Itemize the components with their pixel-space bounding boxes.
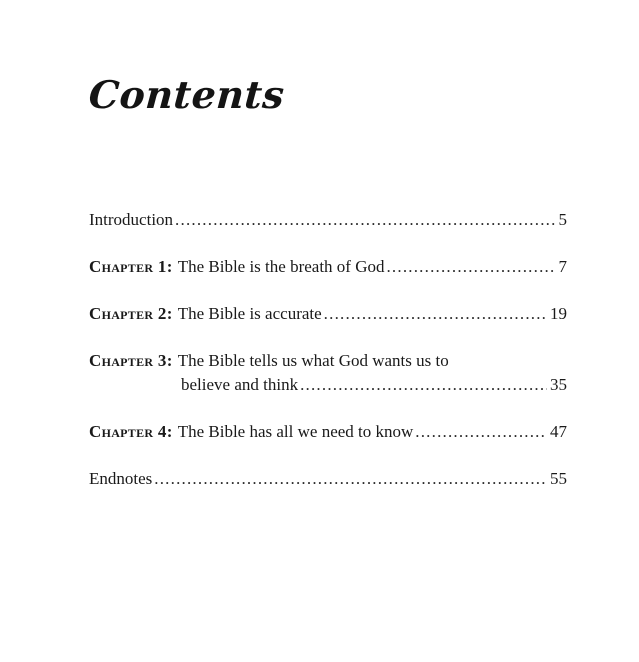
chapter-label: Chapter 3: [89,351,173,370]
entry-title: The Bible has all we need to know [177,422,414,441]
entry-title-continued: believe and think [181,375,299,394]
dot-leader [300,373,547,397]
dot-leader [154,467,547,491]
page-number: 5 [558,210,567,229]
page-number: 7 [558,257,567,276]
entry-title: The Bible tells us what God wants us to [177,351,449,370]
entry-title: Endnotes [89,469,153,488]
toc-entry-chapter-2[interactable] [89,302,567,326]
toc-line [89,255,567,279]
toc-entry-chapter-1[interactable] [89,255,567,279]
toc-entry-endnotes[interactable] [89,467,567,491]
toc-line [89,467,567,491]
entry-title: The Bible is the breath of God [177,257,385,276]
toc-entry-chapter-4[interactable] [89,420,567,444]
page-title: Contents [87,72,287,117]
page-number: 19 [550,304,567,323]
toc-line-continued [89,373,567,397]
chapter-label: Chapter 4: [89,422,173,441]
dot-leader [386,255,555,279]
toc-line [89,302,567,326]
page-number: 55 [550,469,567,488]
chapter-label: Chapter 1: [89,257,173,276]
toc-line [89,420,567,444]
dot-leader [324,302,547,326]
chapter-label: Chapter 2: [89,304,173,323]
entry-title: The Bible is accurate [177,304,322,323]
page-number: 47 [550,422,567,441]
toc-entry-chapter-3[interactable] [89,349,567,397]
toc-line [89,349,567,373]
page-number: 35 [550,375,567,394]
entry-title: Introduction [89,210,174,229]
dot-leader [175,208,555,232]
dot-leader [415,420,547,444]
toc-line [89,208,567,232]
toc-entry-introduction[interactable] [89,208,567,232]
